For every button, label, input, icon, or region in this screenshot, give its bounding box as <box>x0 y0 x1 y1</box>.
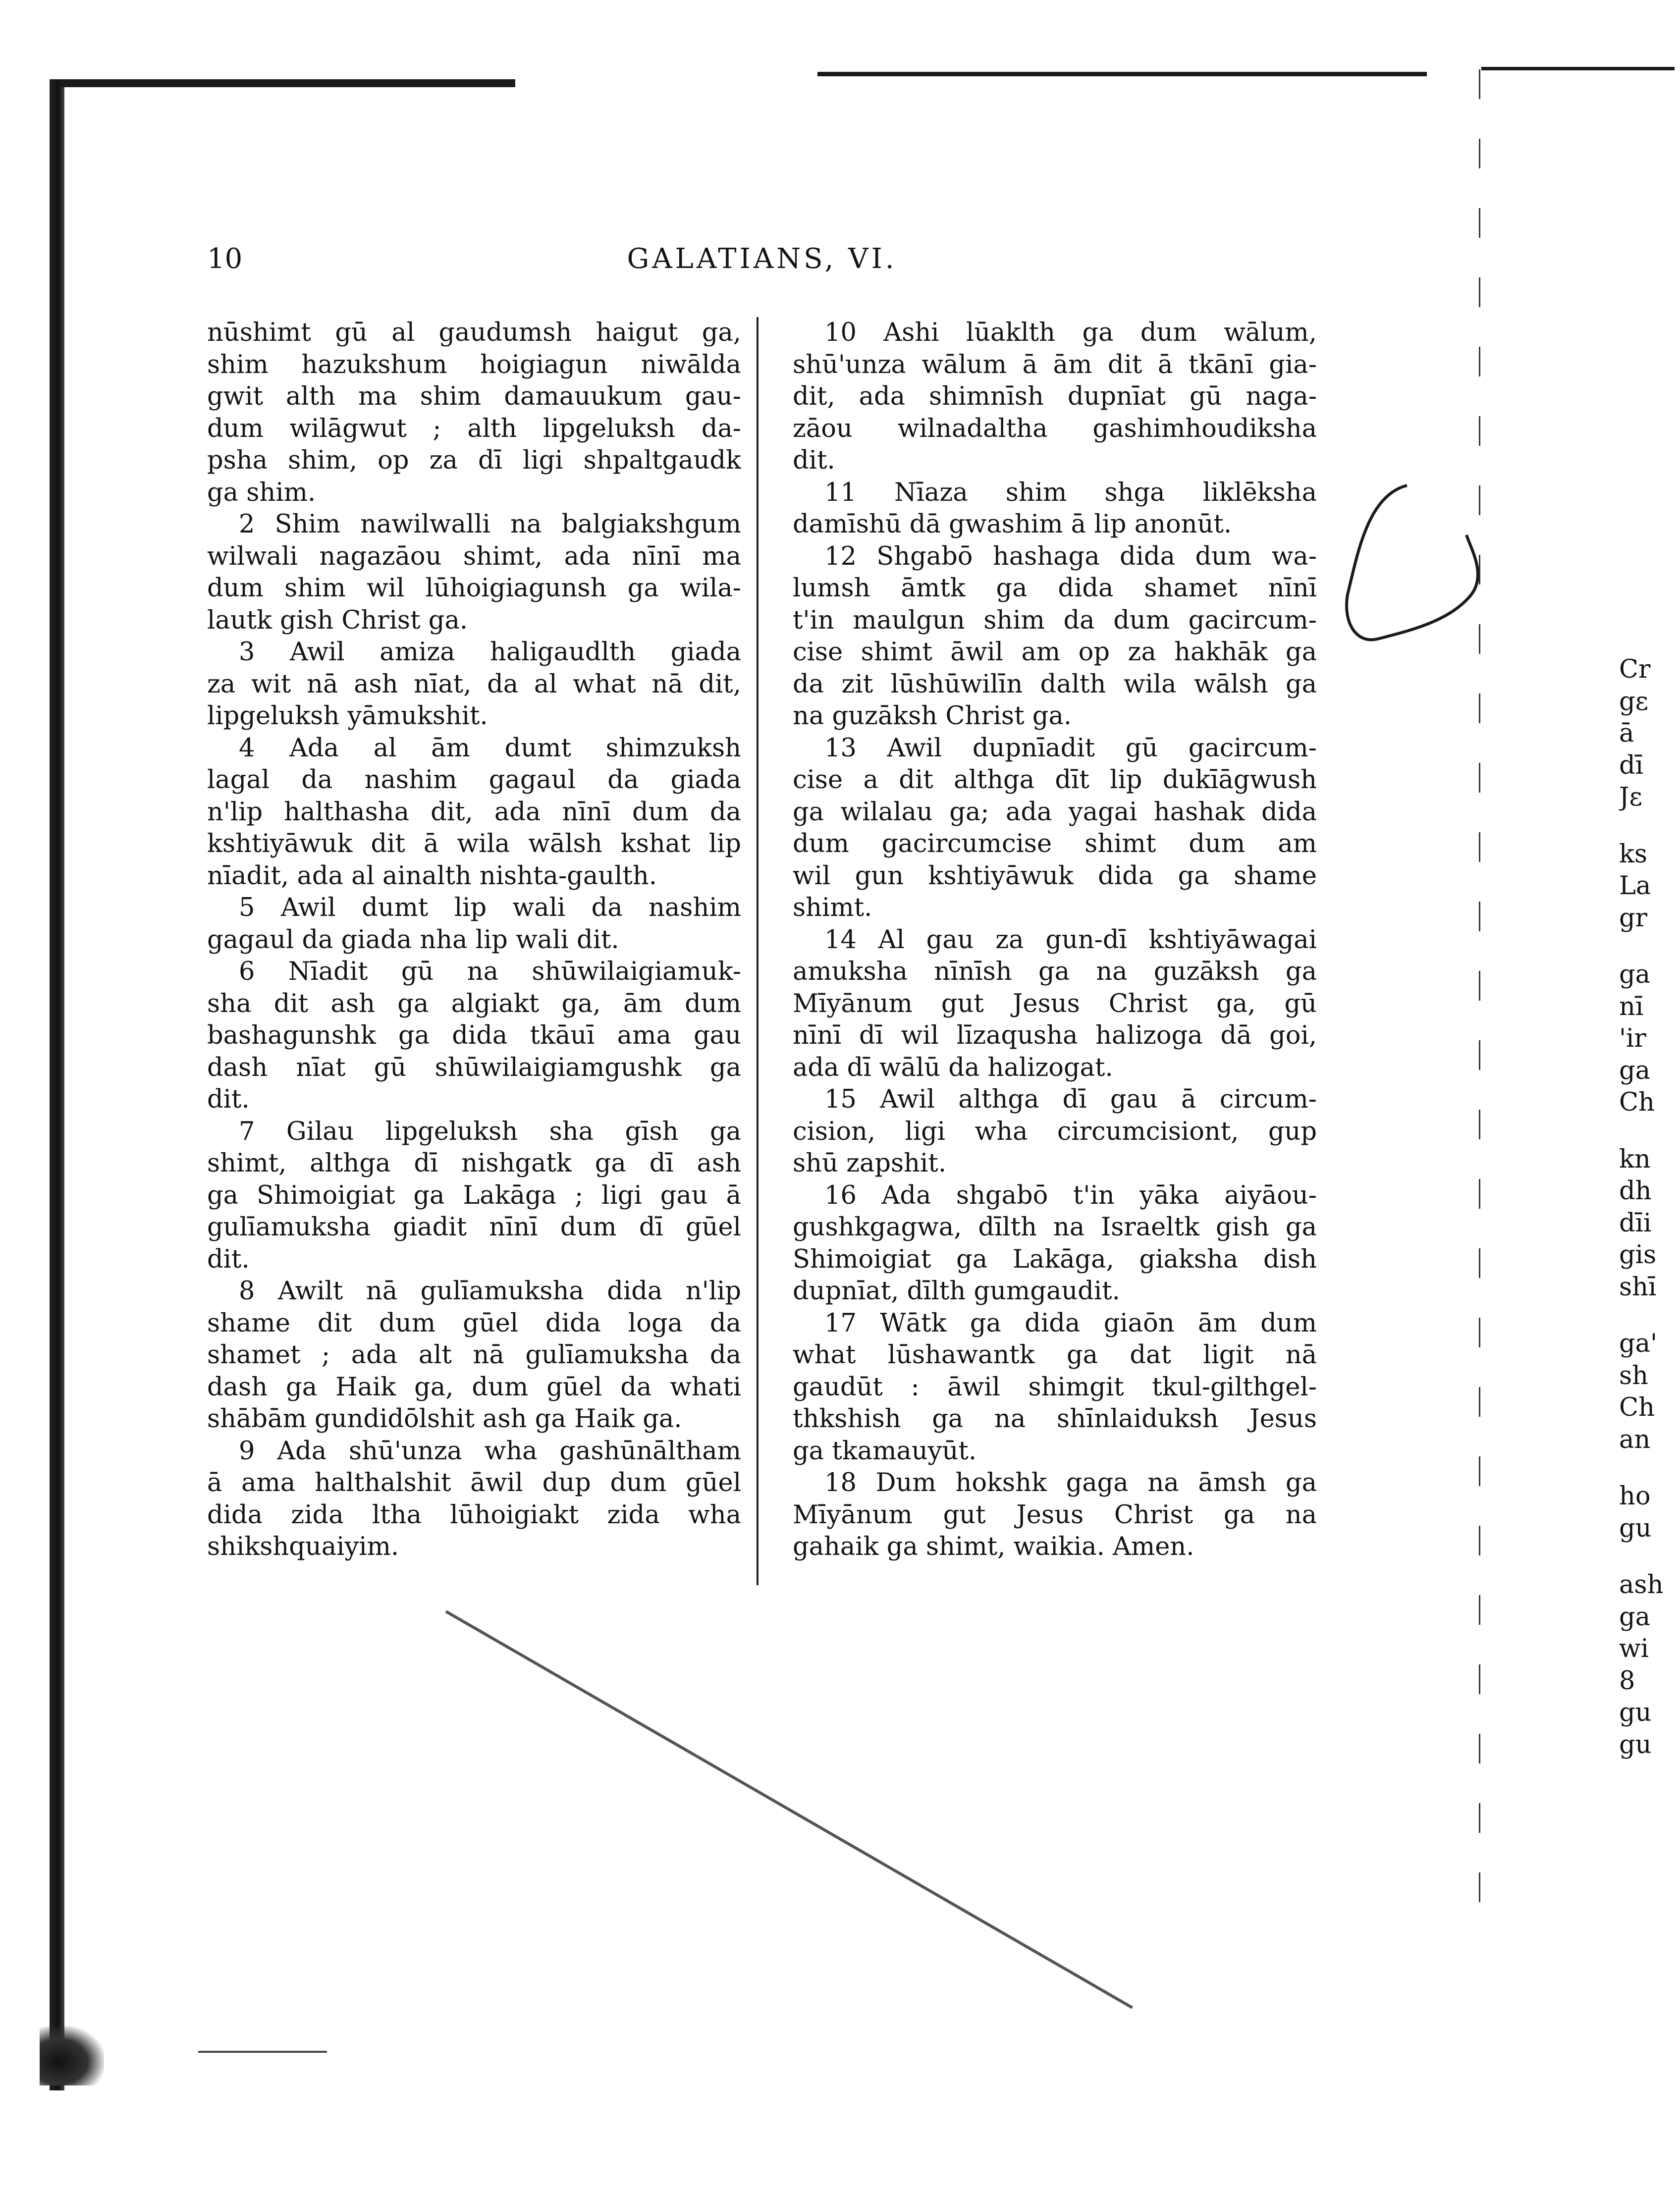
stray-pen-stroke <box>198 2051 327 2053</box>
verse-paragraph <box>207 637 741 733</box>
fragment-text: ho <box>1619 1482 1651 1511</box>
text-line: 17 Wātk ga dida giaōn ām dum <box>824 1308 1317 1338</box>
fragment-text: 8 <box>1619 1666 1635 1696</box>
page-edge-line <box>1479 69 1480 1902</box>
text-line: psha shim, op za dī ligi shpaltgaudk <box>207 446 741 475</box>
text-line: 12 Shgabō hashaga dida dum wa- <box>824 541 1317 571</box>
text-line: Shimoigiat ga Lakāga, giaksha dish <box>793 1244 1317 1274</box>
text-line: cise a dit althga dīt lip dukīāgwush <box>793 765 1317 795</box>
verse-paragraph <box>793 1084 1317 1180</box>
text-line: shū'unza wālum ā ām dit ā tkānī gia- <box>793 350 1317 379</box>
text-line: shikshquaiyim. <box>207 1532 399 1561</box>
verse-paragraph <box>207 1276 741 1436</box>
text-line: ga tkamauyūt. <box>793 1436 977 1466</box>
page-header <box>207 242 1317 276</box>
page-number: 10 <box>207 243 243 275</box>
fragment-text: ash <box>1619 1570 1664 1600</box>
text-line: shame dit dum gūel dida loga da <box>207 1308 741 1338</box>
fragment-text: gu <box>1619 1698 1652 1727</box>
verse-paragraph <box>207 733 741 893</box>
text-line: lumsh āmtk ga dida shamet nīnī <box>793 574 1317 603</box>
text-line: amuksha nīnīsh ga na guzāksh ga <box>793 957 1317 986</box>
fragment-text: gε <box>1619 687 1649 716</box>
fragment-text: Cr <box>1619 655 1651 684</box>
verse-paragraph <box>793 924 1317 1084</box>
verse-paragraph <box>793 733 1317 924</box>
top-rule-left <box>59 79 515 87</box>
top-rule-middle <box>817 72 1427 76</box>
text-line: nīnī dī wil līzaqusha halizoga dā goi, <box>793 1021 1317 1050</box>
fragment-text: ga <box>1619 1602 1651 1632</box>
text-line: 2 Shim nawilwalli na balgiakshgum <box>239 510 741 539</box>
pencil-curve-mark <box>1338 476 1486 664</box>
text-line: kshtiyāwuk dit ā wila wālsh kshat lip <box>207 829 741 858</box>
verse-paragraph <box>793 541 1317 733</box>
text-line: gushkgagwa, dīlth na Israeltk gish ga <box>793 1213 1317 1242</box>
column-divider <box>757 317 759 1585</box>
fragment-text: Jε <box>1619 783 1642 812</box>
fragment-text: dh <box>1619 1176 1652 1206</box>
text-line: za wit nā ash nīat, da al what nā dit, <box>207 669 741 699</box>
text-line: dash ga Haik ga, dum gūel da whati <box>207 1372 741 1402</box>
binding-edge-shadow <box>50 79 64 2090</box>
fragment-text: an <box>1619 1425 1651 1454</box>
fragment-text: Ch <box>1619 1088 1655 1117</box>
text-line: sha dit ash ga algiakt ga, ām dum <box>207 989 741 1018</box>
text-line: wilwali nagazāou shimt, ada nīnī ma <box>207 541 741 571</box>
text-line: cision, ligi wha circumcisiont, gup <box>793 1117 1317 1146</box>
text-line: 7 Gilau lipgeluksh sha gīsh ga <box>239 1117 741 1146</box>
text-line: ā ama halthalshit āwil dup dum gūel <box>207 1468 741 1497</box>
verse-paragraph <box>793 317 1317 477</box>
text-line: shamet ; ada alt nā gulīamuksha da <box>207 1340 741 1370</box>
verse-paragraph <box>207 1116 741 1276</box>
text-line: dit. <box>207 1085 250 1114</box>
text-line: dit. <box>207 1244 250 1274</box>
left-column <box>207 317 741 1563</box>
text-line: 15 Awil althga dī gau ā circum- <box>824 1085 1317 1114</box>
verse-paragraph <box>207 317 741 509</box>
adjacent-page-fragment <box>1619 654 1680 1761</box>
fragment-text: Ch <box>1619 1393 1655 1422</box>
fragment-text <box>1619 934 1680 959</box>
text-line: dash nīat gū shūwilaigiamgushk ga <box>207 1053 741 1082</box>
fragment-text: La <box>1619 871 1651 901</box>
binding-ink-blot <box>40 2026 104 2085</box>
text-line: 13 Awil dupnīadit gū gacircum- <box>824 733 1317 763</box>
text-line: 11 Nīaza shim shga liklēksha <box>824 478 1317 507</box>
text-line: dum gacircumcise shimt dum am <box>793 829 1317 858</box>
text-line: 9 Ada shū'unza wha gashūnāltham <box>239 1436 741 1466</box>
text-line: cise shimt āwil am op za hakhāk ga <box>793 638 1317 667</box>
fragment-text: 'ir <box>1619 1024 1646 1053</box>
verse-paragraph <box>207 1436 741 1563</box>
fragment-text <box>1619 1545 1680 1569</box>
text-line: gaudūt : āwil shimgit tkul-gilthgel- <box>793 1372 1317 1402</box>
fragment-text: ga <box>1619 960 1651 989</box>
fragment-text: dī <box>1619 750 1643 780</box>
fragment-text: ga' <box>1619 1329 1658 1358</box>
text-line: nīadit, ada al ainalth nishta-gaulth. <box>207 861 657 891</box>
text-line: shimt. <box>793 893 872 922</box>
fragment-text: shī <box>1619 1272 1657 1302</box>
fragment-text: kn <box>1619 1144 1651 1174</box>
verse-paragraph <box>793 1467 1317 1563</box>
fragment-text: gu <box>1619 1513 1652 1543</box>
fragment-text <box>1619 814 1680 839</box>
text-line: t'in maulgun shim da dum gacircum- <box>793 605 1317 635</box>
verse-paragraph <box>793 1308 1317 1468</box>
fragment-text <box>1619 1456 1680 1481</box>
text-line: what lūshawantk ga dat ligit nā <box>793 1340 1317 1370</box>
text-line: thkshish ga na shīnlaiduksh Jesus <box>793 1404 1317 1434</box>
text-line: dum shim wil lūhoigiagunsh ga wila- <box>207 574 741 603</box>
text-line: nūshimt gū al gaudumsh haigut ga, <box>207 318 741 347</box>
text-line: 8 Awilt nā gulīamuksha dida n'lip <box>239 1277 741 1306</box>
text-line: wil gun kshtiyāwuk dida ga shame <box>793 861 1317 891</box>
text-line: 5 Awil dumt lip wali da nashim <box>239 893 741 922</box>
text-line: lautk gish Christ ga. <box>207 605 468 635</box>
text-line: ga Shimoigiat ga Lakāga ; ligi gau ā <box>207 1180 741 1210</box>
verse-paragraph <box>207 509 741 637</box>
text-line: shābām gundidōlshit ash ga Haik ga. <box>207 1404 682 1434</box>
text-line: dit. <box>793 446 835 475</box>
text-line: 6 Nīadit gū na shūwilaigiamuk- <box>239 957 741 986</box>
text-line: na guzāksh Christ ga. <box>793 701 1072 731</box>
fragment-text <box>1619 1119 1680 1144</box>
right-column <box>793 317 1317 1563</box>
text-line: 16 Ada shgabō t'in yāka aiyāou- <box>824 1180 1317 1210</box>
fragment-text: gis <box>1619 1240 1657 1270</box>
text-line: ada dī wālū da halizogat. <box>793 1053 1113 1082</box>
text-line: Mīyānum gut Jesus Christ ga, gū <box>793 989 1317 1018</box>
top-rule-right <box>1481 67 1675 70</box>
text-line: lipgeluksh yāmukshit. <box>207 701 488 731</box>
fragment-text: gr <box>1619 903 1648 933</box>
fragment-text: ks <box>1619 839 1648 869</box>
text-line: 4 Ada al ām dumt shimzuksh <box>239 733 741 763</box>
fragment-text: gu <box>1619 1730 1652 1760</box>
text-line: gulīamuksha giadit nīnī dum dī gūel <box>207 1213 741 1242</box>
text-line: gwit alth ma shim damauukum gau- <box>207 382 741 411</box>
text-line: ga wilalau ga; ada yagai hashak dida <box>793 797 1317 827</box>
text-line: 18 Dum hokshk gaga na āmsh ga <box>824 1468 1317 1497</box>
scan-scratch-line <box>445 1610 1134 2009</box>
verse-paragraph <box>793 1180 1317 1308</box>
fragment-text: dīi <box>1619 1208 1652 1238</box>
fragment-text: sh <box>1619 1361 1649 1390</box>
text-line: Mīyānum gut Jesus Christ ga na <box>793 1500 1317 1530</box>
verse-paragraph <box>207 892 741 956</box>
text-line: gahaik ga shimt, waikia. Amen. <box>793 1532 1194 1561</box>
fragment-text: wi <box>1619 1634 1649 1663</box>
text-line: da zit lūshūwilīn dalth wila wālsh ga <box>793 669 1317 699</box>
text-line: n'lip halthasha dit, ada nīnī dum da <box>207 797 741 827</box>
text-line: dida zida ltha lūhoigiakt zida wha <box>207 1500 741 1530</box>
fragment-text: nī <box>1619 992 1644 1021</box>
text-line: dupnīat, dīlth gumgaudit. <box>793 1277 1120 1306</box>
verse-paragraph <box>793 477 1317 541</box>
text-line: dum wilāgwut ; alth lipgeluksh da- <box>207 414 741 443</box>
text-line: bashagunshk ga dida tkāuī ama gau <box>207 1021 741 1050</box>
text-line: dit, ada shimnīsh dupnīat gū naga- <box>793 382 1317 411</box>
fragment-text <box>1619 1303 1680 1328</box>
text-line: gagaul da giada nha lip wali dit. <box>207 925 619 955</box>
text-line: shim hazukshum hoigiagun niwālda <box>207 350 741 379</box>
fragment-text: ā <box>1619 719 1634 748</box>
text-line: shimt, althga dī nishgatk ga dī ash <box>207 1149 741 1178</box>
text-line: 14 Al gau za gun-dī kshtiyāwagai <box>824 925 1317 955</box>
fragment-text: ga <box>1619 1056 1651 1085</box>
text-line: 3 Awil amiza haligaudlth giada <box>239 638 741 667</box>
text-line: lagal da nashim gagaul da giada <box>207 765 741 795</box>
text-line: ga shim. <box>207 478 316 507</box>
text-line: zāou wilnadaltha gashimhoudiksha <box>793 414 1317 443</box>
text-line: shū zapshit. <box>793 1149 947 1178</box>
verse-paragraph <box>207 956 741 1116</box>
running-head: GALATIANS, VI. <box>627 243 897 275</box>
text-line: 10 Ashi lūaklth ga dum wālum, <box>824 318 1317 347</box>
text-line: damīshū dā gwashim ā lip anonūt. <box>793 510 1232 539</box>
